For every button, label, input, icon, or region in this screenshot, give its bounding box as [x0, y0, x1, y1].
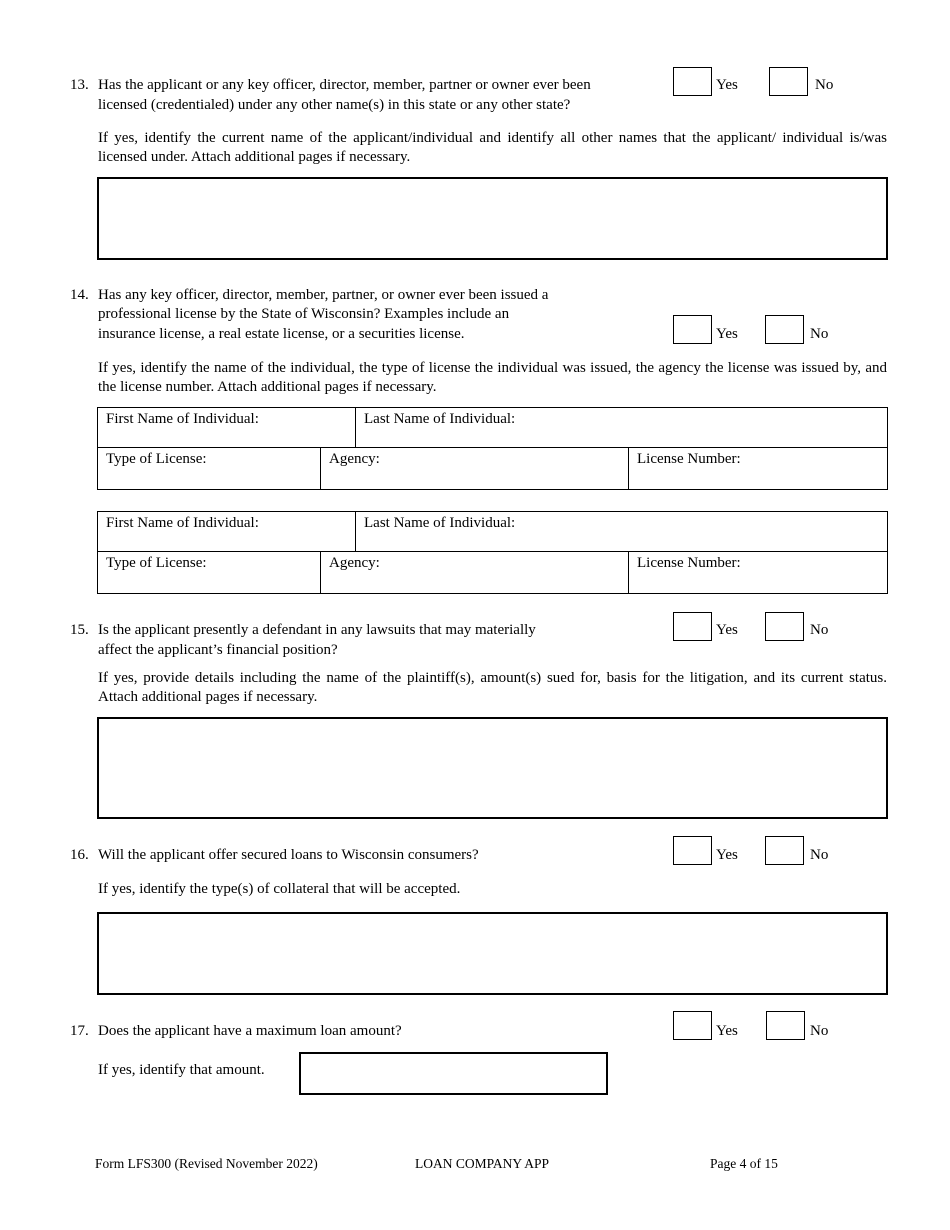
q13-yes-label: Yes: [716, 77, 738, 93]
question-number: 15.: [70, 622, 89, 638]
license-number-label: License Number:: [637, 555, 741, 571]
q14-yes-label: Yes: [716, 326, 738, 342]
question-text-line-1: Has any key officer, director, member, partner, or owner ever been issued a: [98, 287, 549, 303]
q15-followup-text: If yes, provide details including the name of the plaintiff(s), amount(s) sued for, basis for the litigation, and its current status. Attach additional pages if necessary.: [98, 670, 887, 705]
q14-followup-text: If yes, identify the name of the individual, the type of license the individual was issued, the agency the license was issued by, and the license number. Attach additional pages if necessary.: [98, 360, 887, 395]
q17-no-label: No: [810, 1023, 829, 1039]
form-id: Form LFS300 (Revised November 2022): [95, 1156, 318, 1171]
q17-yes-checkbox[interactable]: [673, 1011, 712, 1040]
q15-yes-checkbox[interactable]: [673, 612, 712, 641]
q17-yes-label: Yes: [716, 1023, 738, 1039]
q13-answer-box[interactable]: [97, 177, 888, 260]
q17-no-checkbox[interactable]: [766, 1011, 805, 1040]
license-number-field[interactable]: [628, 551, 888, 594]
license-type-label: Type of License:: [106, 451, 207, 467]
last-name-field[interactable]: [355, 407, 888, 449]
last-name-field[interactable]: [355, 511, 888, 553]
q16-answer-box[interactable]: [97, 912, 888, 995]
last-name-label: Last Name of Individual:: [364, 515, 516, 531]
question-text-line-1: Has the applicant or any key officer, director, member, partner or owner ever been: [98, 77, 591, 93]
q13-no-checkbox[interactable]: [769, 67, 808, 96]
first-name-field[interactable]: [97, 407, 357, 449]
question-number: 13.: [70, 77, 89, 93]
q14-yes-checkbox[interactable]: [673, 315, 712, 344]
q16-followup-text: If yes, identify the type(s) of collateral that will be accepted.: [98, 881, 461, 897]
question-number: 16.: [70, 847, 89, 863]
question-number: 17.: [70, 1023, 89, 1039]
license-type-field[interactable]: [97, 551, 322, 594]
question-text-line-3: insurance license, a real estate license, or a securities license.: [98, 326, 465, 342]
q14-no-checkbox[interactable]: [765, 315, 804, 344]
form-name: LOAN COMPANY APP: [415, 1156, 550, 1171]
question-text-line-1: Is the applicant presently a defendant in any lawsuits that may materially: [98, 622, 536, 638]
first-name-field[interactable]: [97, 511, 357, 553]
first-name-label: First Name of Individual:: [106, 515, 259, 531]
question-text-line-1: Will the applicant offer secured loans to Wisconsin consumers?: [98, 847, 479, 863]
license-number-field[interactable]: [628, 447, 888, 490]
q15-no-checkbox[interactable]: [765, 612, 804, 641]
agency-field[interactable]: [320, 551, 630, 594]
question-text-line-2: licensed (credentialed) under any other name(s) in this state or any other state?: [98, 97, 571, 113]
question-number: 14.: [70, 287, 89, 303]
question-text-line-2: professional license by the State of Wisconsin? Examples include an: [98, 306, 510, 322]
first-name-label: First Name of Individual:: [106, 411, 259, 427]
q13-yes-checkbox[interactable]: [673, 67, 712, 96]
q16-yes-label: Yes: [716, 847, 738, 863]
page-number: Page 4 of 15: [710, 1156, 778, 1171]
license-type-label: Type of License:: [106, 555, 207, 571]
last-name-label: Last Name of Individual:: [364, 411, 516, 427]
agency-label: Agency:: [329, 555, 380, 571]
q15-no-label: No: [810, 622, 829, 638]
q17-followup-text: If yes, identify that amount.: [98, 1062, 265, 1078]
q15-yes-label: Yes: [716, 622, 738, 638]
license-type-field[interactable]: [97, 447, 322, 490]
q17-amount-field[interactable]: [299, 1052, 608, 1095]
agency-field[interactable]: [320, 447, 630, 490]
q16-no-checkbox[interactable]: [765, 836, 804, 865]
question-text-line-2: affect the applicant’s financial position?: [98, 642, 338, 658]
q15-answer-box[interactable]: [97, 717, 888, 819]
q16-no-label: No: [810, 847, 829, 863]
agency-label: Agency:: [329, 451, 380, 467]
q14-no-label: No: [810, 326, 829, 342]
question-text-line-1: Does the applicant have a maximum loan amount?: [98, 1023, 402, 1039]
q13-no-label: No: [815, 77, 834, 93]
q16-yes-checkbox[interactable]: [673, 836, 712, 865]
license-number-label: License Number:: [637, 451, 741, 467]
q13-followup-text: If yes, identify the current name of the applicant/individual and identify all other names that the applicant/ individual is/was licensed under. Attach additional pages if necessary.: [98, 130, 887, 165]
